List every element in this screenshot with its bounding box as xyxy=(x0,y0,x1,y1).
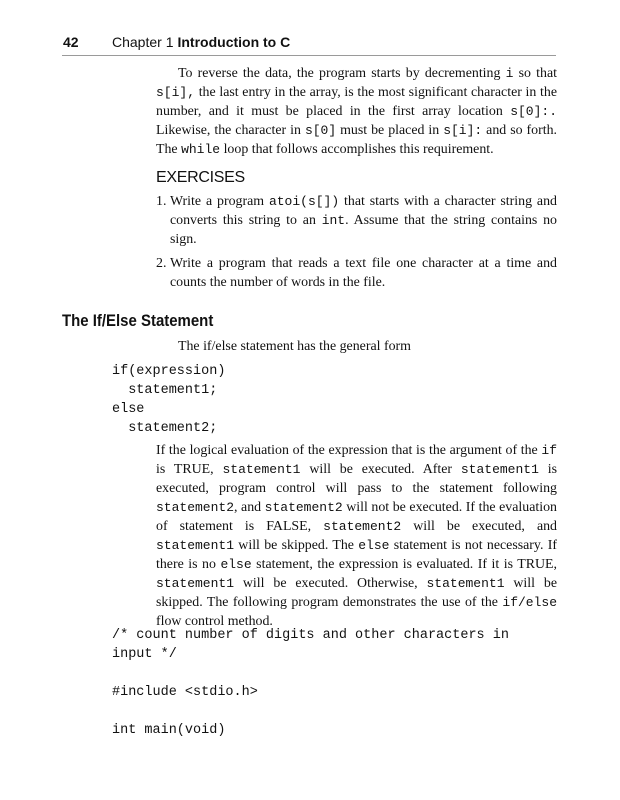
para-text: Likewise, the character in xyxy=(156,123,305,138)
inline-code: s[i]: xyxy=(443,123,483,138)
para-text: will be executed. Otherwise, xyxy=(234,576,427,591)
inline-code: statement2 xyxy=(264,500,343,515)
exercise-text: that starts with a character string and converts this string to an xyxy=(170,194,557,228)
inline-code: statement2 xyxy=(323,519,402,534)
inline-code: s[0] xyxy=(304,123,337,138)
running-header xyxy=(62,31,556,56)
exercise-1 xyxy=(156,192,557,249)
inline-code: statement1 xyxy=(426,576,505,591)
inline-code: statement1 xyxy=(460,462,539,477)
section-heading: The If/Else Statement xyxy=(62,311,214,330)
inline-code: statement1 xyxy=(222,462,301,477)
para-text: and so forth. The xyxy=(156,123,557,157)
para-text: must be placed in xyxy=(336,123,444,138)
exercise-number: 1. xyxy=(156,194,167,209)
para-text: will be skipped. The xyxy=(234,538,359,553)
page-number: 42 xyxy=(63,34,79,50)
section-intro: The if/else statement has the general form xyxy=(178,339,411,354)
inline-code: if/else xyxy=(502,595,557,610)
para-text: loop that follows accomplishes this requirement. xyxy=(220,142,494,157)
program-listing xyxy=(112,626,509,740)
code-line: input */ xyxy=(112,647,177,662)
para-text: is executed, program control will pass to the statement following xyxy=(156,462,557,496)
inline-code: s[0]:. xyxy=(510,104,557,119)
chapter-label xyxy=(112,34,290,50)
general-form-code xyxy=(112,362,225,438)
code-line: int main(void) xyxy=(112,723,226,738)
para-text: is TRUE, xyxy=(156,462,223,477)
para-text: flow control method. xyxy=(156,614,273,629)
exercise-number: 2. xyxy=(156,256,167,271)
inline-code: statement2 xyxy=(156,500,235,515)
para-text: statement, the expression is evaluated. If it is TRUE, xyxy=(251,557,557,572)
reverse-data-paragraph xyxy=(156,64,557,159)
inline-code: else xyxy=(358,538,390,553)
inline-code: if xyxy=(541,443,557,458)
exercise-2 xyxy=(156,254,557,292)
code-line: statement1; xyxy=(128,383,218,398)
inline-code: i xyxy=(505,66,514,81)
inline-code: else xyxy=(220,557,252,572)
code-line: /* count number of digits and other characters in xyxy=(112,628,509,643)
para-text: the last entry in the array, is the most significant character in the number, and it must be placed in the first array location xyxy=(156,85,557,119)
code-line: statement2; xyxy=(128,421,218,436)
exercise-text: Write a program that reads a text file one character at a time and counts the number of words in the file. xyxy=(170,256,557,290)
para-text: will be executed, and xyxy=(401,519,557,534)
inline-code: statement1 xyxy=(156,576,235,591)
inline-code: s[i], xyxy=(156,85,196,100)
chapter-title: Introduction to C xyxy=(177,34,291,50)
para-text: will be executed. After xyxy=(300,462,461,477)
chapter-number: Chapter 1 xyxy=(112,34,174,50)
para-text: To reverse the data, the program starts by decrementing xyxy=(178,66,506,81)
inline-code: atoi(s[]) xyxy=(268,194,340,209)
exercises-heading: EXERCISES xyxy=(156,169,245,186)
para-text: statement is not necessary. If there is no xyxy=(156,538,557,572)
inline-code: while xyxy=(181,142,221,157)
para-text: so that xyxy=(513,66,557,81)
code-line: if(expression) xyxy=(112,364,226,379)
code-line: #include <stdio.h> xyxy=(112,685,258,700)
inline-code: int xyxy=(321,213,346,228)
if-else-explanation-paragraph xyxy=(156,441,557,631)
exercise-text: Write a program xyxy=(170,194,269,209)
para-text: will not be executed. If the evaluation of statement is FALSE, xyxy=(156,500,557,534)
code-line: else xyxy=(112,402,145,417)
exercise-text: . Assume that the string contains no sign. xyxy=(170,213,558,247)
para-text: , and xyxy=(234,500,265,515)
inline-code: statement1 xyxy=(156,538,235,553)
para-text: will be skipped. The following program demonstrates the use of the xyxy=(156,576,557,610)
para-text: If the logical evaluation of the expression that is the argument of the xyxy=(156,443,542,458)
